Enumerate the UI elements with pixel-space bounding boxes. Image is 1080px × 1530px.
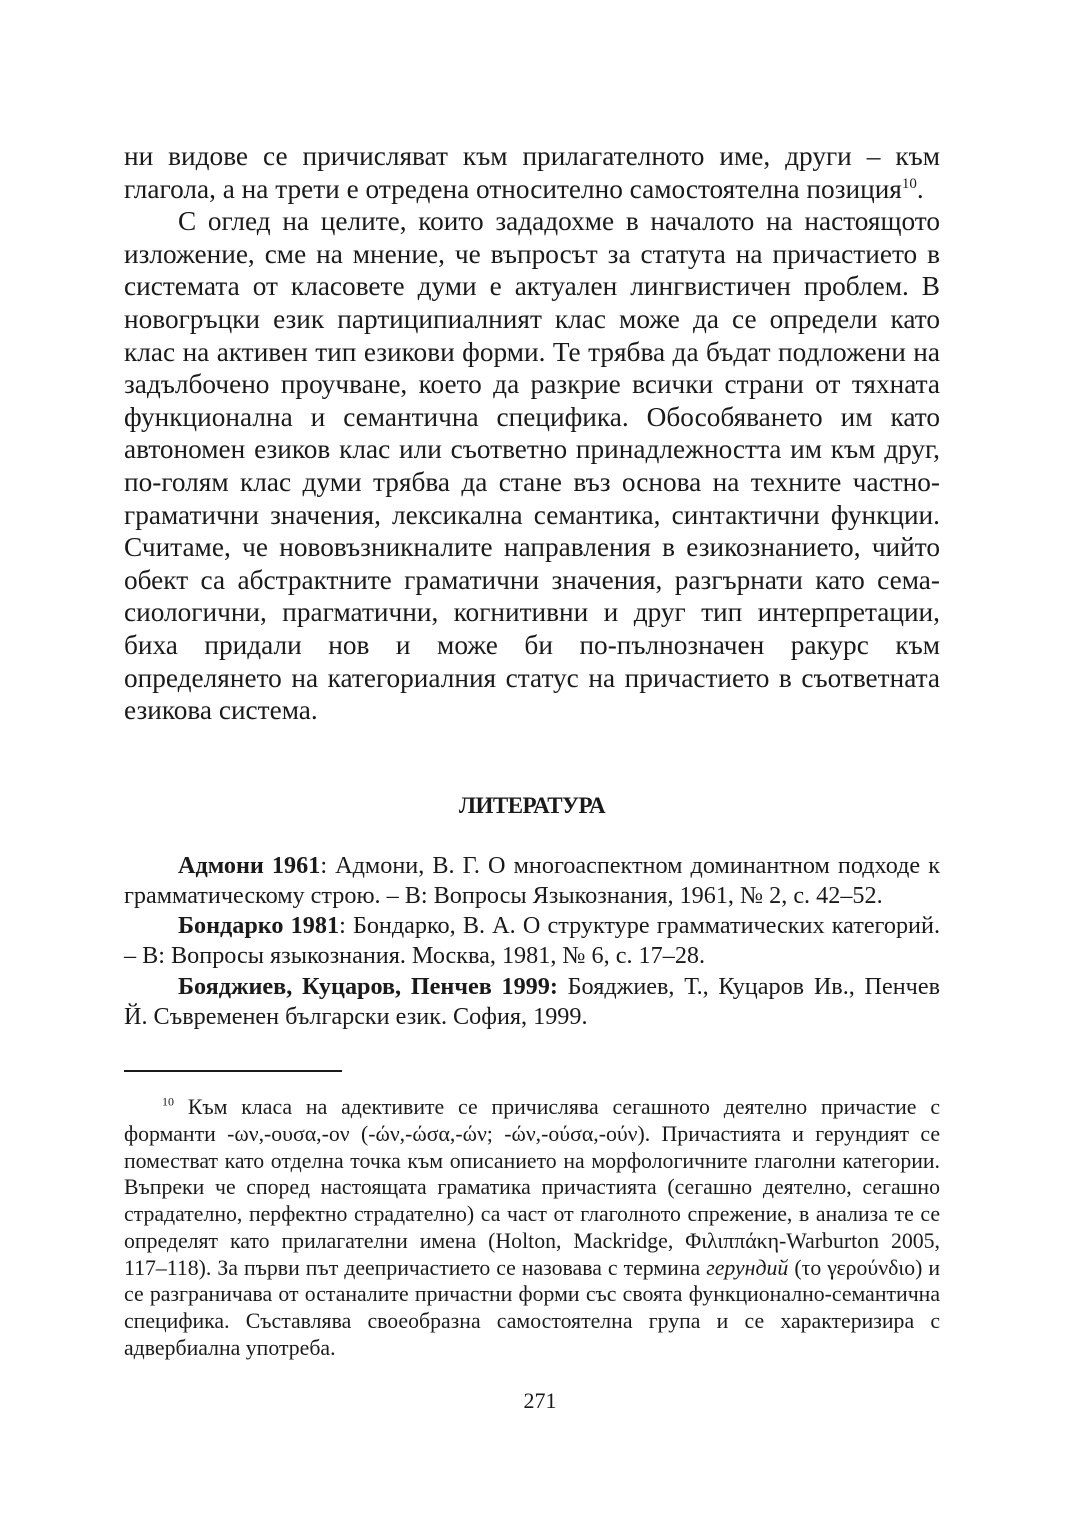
paragraph-1-text: ни видове се причисляват към прилагателното име, други – към глагола, а на трети е отредена относително самостоятелна позиция [124, 141, 940, 204]
reference-item [124, 972, 940, 1032]
paragraph-1-end: . [916, 173, 924, 204]
references-heading: ЛИТЕРАТУРА [458, 792, 606, 818]
reference-separator: : [320, 851, 336, 879]
reference-item [124, 851, 940, 911]
paragraph-2: С оглед на целите, които зададохме в началото на настоящото изложение, сме на мнение, че въпросът за статута на причастието в системата от класовете думи е актуален лингвистичен проблем. В новогръцки език партиципиалният клас може да се определи като клас на активен тип езикови форми. Те трябва да бъдат подложени на задълбочено проучване, което да разкрие всички страни от тяхната функционална и семантична специфика. Обособяването им като автономен езиков клас или съответно принадлежността им към друг, по-голям клас думи трябва да стане въз основа на техните частнограматични значения, лексикална семантика, синтактични функции. Считаме, че нововъзникналите направления в езикознанието, чийто обект са абстрактните граматични значения, разгърнати като семасиологични, прагматични, когнитивни и друг тип интерпретации, биха придали нов и може би по-пълнозначен ракурс към определянето на категориалния статус на причастието в съответната езикова система. [124, 206, 940, 726]
references-list [124, 851, 940, 1032]
footnote [124, 1094, 940, 1362]
body-text [124, 140, 940, 727]
reference-separator [558, 973, 568, 1000]
reference-separator: : [339, 912, 353, 940]
reference-key: Адмони 1961 [178, 851, 321, 879]
reference-key: Бояджиев, Куцаров, Пенчев 1999: [178, 972, 558, 1000]
footnote-text-end: (το γερούνδιο) и се разграничава от останалите причастни форми със своята функционално-семантична специфика. Съставлява своеобразна самостоятелна група и се характеризира с адвербиална употреба. [124, 1255, 941, 1361]
reference-text: Бояджиев, Т., Куцаров Ив., Пенчев Й. Съвременен български език. София, 1999. [124, 972, 941, 1030]
page-content [124, 140, 940, 1362]
footnote-number: 10 [162, 1094, 174, 1109]
page-number: 271 [523, 1388, 557, 1413]
footnote-10 [124, 1094, 940, 1362]
paragraph-1 [124, 140, 940, 205]
reference-text: Бондарко, В. А. О структуре грамматических категорий. – В: Вопросы языкознания. Москва, 1981, № 6, с. 17–28. [124, 912, 940, 970]
footnote-text-start: Към класа на адективите се причислява сегашното деятелно причастие с форманти -ων,-ουσα,-ον (-ών,-ώσα,-ών; -ών,-ούσα,-ούν). Причастията и герундият се поместват като отделна точка към описанието на морфологичните глаголни категории. Въпреки че според настоящата граматика причастията (сегашно деятелно, сегашно страдателно, перфектно страдателно) са част от глаголното спрежение, в анализа те се определят като прилагателни имена (Holton, Mackridge, Φιλιππάκη-Warburton 2005, 117–118). За първи път деепричастието се назовава с термина [124, 1094, 940, 1280]
reference-text: Адмони, В. Г. О многоаспектном доминантном подходе к грамматическому строю. – В: Вопросы Языкознания, 1961, № 2, с. 42–52. [124, 851, 940, 909]
footnote-divider [124, 1070, 342, 1072]
footnote-italic-term: герундий [706, 1255, 789, 1280]
footnote-reference[interactable]: 10 [901, 175, 917, 192]
reference-item [124, 911, 940, 971]
reference-key: Бондарко 1981 [178, 912, 340, 940]
